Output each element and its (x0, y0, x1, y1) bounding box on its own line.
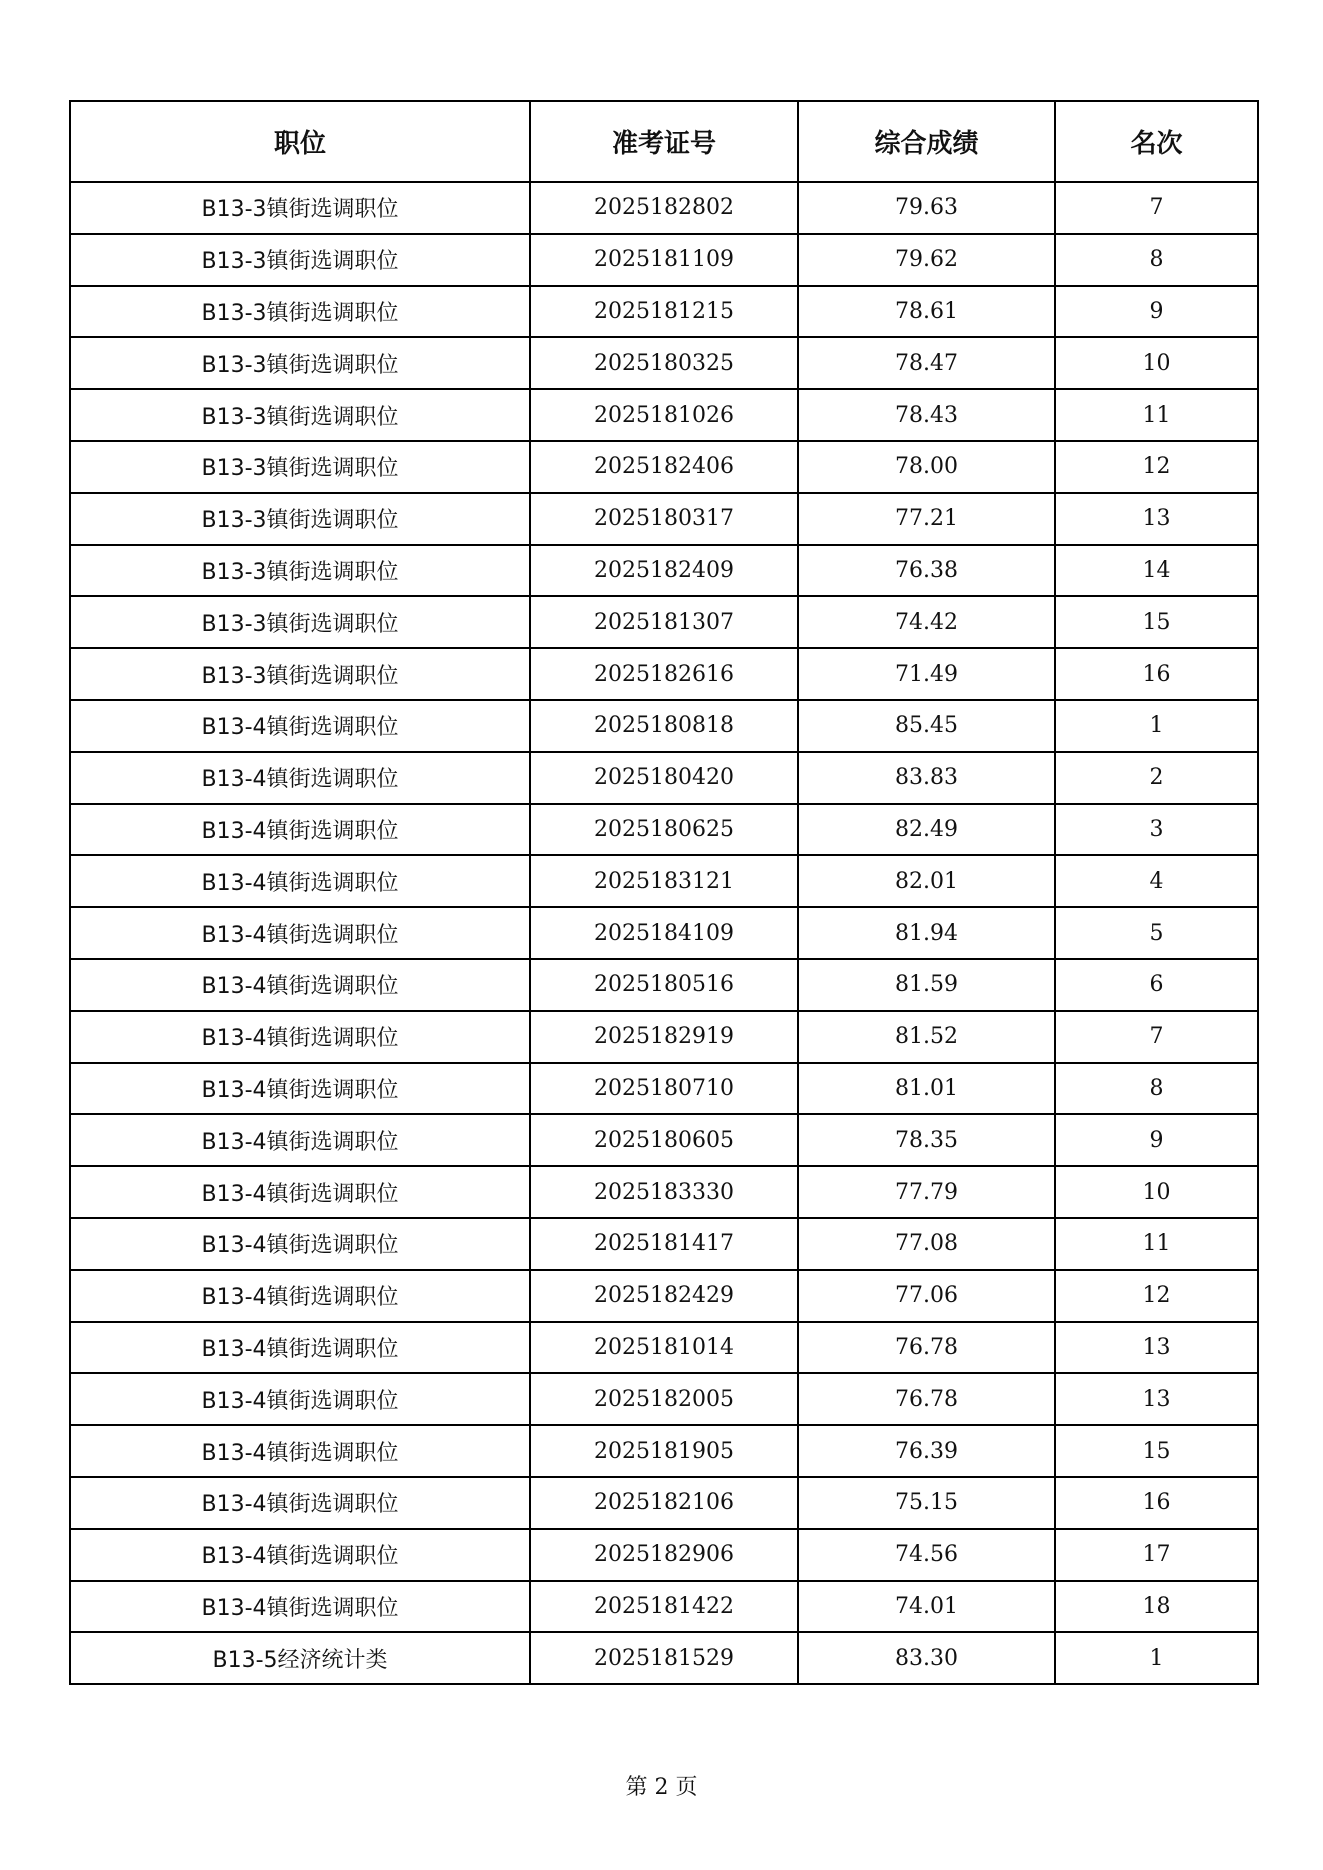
cell-total-score: 77.21 (798, 493, 1055, 545)
cell-rank: 10 (1055, 1166, 1258, 1218)
cell-exam-number: 2025180516 (530, 959, 798, 1011)
cell-position: B13-3镇街选调职位 (70, 493, 530, 545)
cell-rank: 13 (1055, 1322, 1258, 1374)
cell-total-score: 83.83 (798, 752, 1055, 804)
cell-rank: 13 (1055, 1373, 1258, 1425)
cell-exam-number: 2025182919 (530, 1011, 798, 1063)
table-row (70, 286, 1258, 338)
cell-position: B13-3镇街选调职位 (70, 182, 530, 234)
cell-position: B13-4镇街选调职位 (70, 1373, 530, 1425)
cell-rank: 16 (1055, 1477, 1258, 1529)
cell-total-score: 78.00 (798, 441, 1055, 493)
cell-rank: 1 (1055, 700, 1258, 752)
table-row (70, 493, 1258, 545)
cell-exam-number: 2025182005 (530, 1373, 798, 1425)
cell-rank: 18 (1055, 1581, 1258, 1633)
cell-position: B13-5经济统计类 (70, 1632, 530, 1684)
cell-total-score: 74.01 (798, 1581, 1055, 1633)
cell-rank: 16 (1055, 648, 1258, 700)
cell-position: B13-4镇街选调职位 (70, 907, 530, 959)
cell-rank: 17 (1055, 1529, 1258, 1581)
cell-total-score: 78.61 (798, 286, 1055, 338)
cell-total-score: 75.15 (798, 1477, 1055, 1529)
table-row (70, 1218, 1258, 1270)
table-row (70, 441, 1258, 493)
cell-rank: 8 (1055, 1063, 1258, 1115)
table-header-row (70, 101, 1258, 182)
score-table (69, 100, 1259, 1685)
header-exam-number: 准考证号 (530, 101, 798, 182)
cell-exam-number: 2025180710 (530, 1063, 798, 1115)
cell-exam-number: 2025181014 (530, 1322, 798, 1374)
cell-rank: 7 (1055, 182, 1258, 234)
table-row (70, 1477, 1258, 1529)
table-row (70, 1063, 1258, 1115)
table-row (70, 182, 1258, 234)
table-row (70, 1166, 1258, 1218)
cell-exam-number: 2025181905 (530, 1425, 798, 1477)
cell-exam-number: 2025184109 (530, 907, 798, 959)
table-row (70, 389, 1258, 441)
table-row (70, 1581, 1258, 1633)
table-row (70, 1529, 1258, 1581)
cell-rank: 9 (1055, 1114, 1258, 1166)
cell-exam-number: 2025182409 (530, 545, 798, 597)
cell-exam-number: 2025181109 (530, 234, 798, 286)
table-row (70, 648, 1258, 700)
table-row (70, 1373, 1258, 1425)
cell-total-score: 79.63 (798, 182, 1055, 234)
cell-position: B13-4镇街选调职位 (70, 1270, 530, 1322)
cell-exam-number: 2025182106 (530, 1477, 798, 1529)
cell-total-score: 81.94 (798, 907, 1055, 959)
table-row (70, 596, 1258, 648)
cell-rank: 7 (1055, 1011, 1258, 1063)
table-row (70, 855, 1258, 907)
table-row (70, 804, 1258, 856)
cell-exam-number: 2025181026 (530, 389, 798, 441)
cell-total-score: 79.62 (798, 234, 1055, 286)
cell-position: B13-3镇街选调职位 (70, 234, 530, 286)
cell-position: B13-3镇街选调职位 (70, 389, 530, 441)
cell-position: B13-4镇街选调职位 (70, 804, 530, 856)
cell-total-score: 78.35 (798, 1114, 1055, 1166)
cell-position: B13-4镇街选调职位 (70, 752, 530, 804)
cell-rank: 10 (1055, 337, 1258, 389)
cell-position: B13-3镇街选调职位 (70, 441, 530, 493)
cell-exam-number: 2025180605 (530, 1114, 798, 1166)
cell-position: B13-3镇街选调职位 (70, 545, 530, 597)
cell-position: B13-4镇街选调职位 (70, 1011, 530, 1063)
cell-exam-number: 2025182406 (530, 441, 798, 493)
table-row (70, 959, 1258, 1011)
cell-exam-number: 2025180420 (530, 752, 798, 804)
cell-position: B13-3镇街选调职位 (70, 596, 530, 648)
cell-total-score: 82.49 (798, 804, 1055, 856)
cell-total-score: 77.08 (798, 1218, 1055, 1270)
cell-position: B13-4镇街选调职位 (70, 700, 530, 752)
cell-rank: 12 (1055, 441, 1258, 493)
header-rank: 名次 (1055, 101, 1258, 182)
cell-exam-number: 2025183121 (530, 855, 798, 907)
cell-rank: 6 (1055, 959, 1258, 1011)
cell-total-score: 77.79 (798, 1166, 1055, 1218)
cell-total-score: 85.45 (798, 700, 1055, 752)
table-row (70, 337, 1258, 389)
table-row (70, 700, 1258, 752)
table-row (70, 545, 1258, 597)
cell-total-score: 76.78 (798, 1373, 1055, 1425)
cell-position: B13-3镇街选调职位 (70, 648, 530, 700)
cell-rank: 12 (1055, 1270, 1258, 1322)
table-row (70, 907, 1258, 959)
cell-exam-number: 2025181417 (530, 1218, 798, 1270)
table-row (70, 1425, 1258, 1477)
cell-total-score: 76.39 (798, 1425, 1055, 1477)
cell-rank: 8 (1055, 234, 1258, 286)
cell-position: B13-4镇街选调职位 (70, 1114, 530, 1166)
cell-total-score: 78.43 (798, 389, 1055, 441)
cell-rank: 11 (1055, 1218, 1258, 1270)
cell-exam-number: 2025181307 (530, 596, 798, 648)
cell-position: B13-4镇街选调职位 (70, 959, 530, 1011)
cell-exam-number: 2025180325 (530, 337, 798, 389)
header-position: 职位 (70, 101, 530, 182)
cell-rank: 13 (1055, 493, 1258, 545)
cell-total-score: 76.38 (798, 545, 1055, 597)
cell-total-score: 83.30 (798, 1632, 1055, 1684)
cell-exam-number: 2025182429 (530, 1270, 798, 1322)
cell-total-score: 82.01 (798, 855, 1055, 907)
cell-position: B13-4镇街选调职位 (70, 1063, 530, 1115)
header-total-score: 综合成绩 (798, 101, 1055, 182)
cell-exam-number: 2025182802 (530, 182, 798, 234)
cell-position: B13-3镇街选调职位 (70, 337, 530, 389)
table-row (70, 1011, 1258, 1063)
cell-position: B13-4镇街选调职位 (70, 1322, 530, 1374)
cell-rank: 11 (1055, 389, 1258, 441)
cell-rank: 2 (1055, 752, 1258, 804)
table-row (70, 1114, 1258, 1166)
table-body (70, 182, 1258, 1684)
cell-position: B13-4镇街选调职位 (70, 1218, 530, 1270)
cell-total-score: 77.06 (798, 1270, 1055, 1322)
cell-exam-number: 2025182616 (530, 648, 798, 700)
cell-total-score: 81.01 (798, 1063, 1055, 1115)
cell-total-score: 74.42 (798, 596, 1055, 648)
cell-position: B13-4镇街选调职位 (70, 1529, 530, 1581)
table-row (70, 752, 1258, 804)
cell-total-score: 74.56 (798, 1529, 1055, 1581)
page-number: 第 2 页 (625, 1775, 698, 1800)
cell-exam-number: 2025180625 (530, 804, 798, 856)
table-row (70, 1632, 1258, 1684)
table-row (70, 1270, 1258, 1322)
table-row (70, 234, 1258, 286)
cell-position: B13-4镇街选调职位 (70, 1425, 530, 1477)
cell-total-score: 81.52 (798, 1011, 1055, 1063)
cell-rank: 1 (1055, 1632, 1258, 1684)
cell-position: B13-4镇街选调职位 (70, 1166, 530, 1218)
table-row (70, 1322, 1258, 1374)
cell-rank: 5 (1055, 907, 1258, 959)
cell-exam-number: 2025180818 (530, 700, 798, 752)
cell-rank: 9 (1055, 286, 1258, 338)
cell-rank: 4 (1055, 855, 1258, 907)
cell-exam-number: 2025182906 (530, 1529, 798, 1581)
cell-total-score: 76.78 (798, 1322, 1055, 1374)
cell-position: B13-3镇街选调职位 (70, 286, 530, 338)
cell-exam-number: 2025180317 (530, 493, 798, 545)
cell-position: B13-4镇街选调职位 (70, 855, 530, 907)
cell-exam-number: 2025181215 (530, 286, 798, 338)
cell-total-score: 71.49 (798, 648, 1055, 700)
cell-rank: 14 (1055, 545, 1258, 597)
cell-rank: 15 (1055, 596, 1258, 648)
cell-total-score: 78.47 (798, 337, 1055, 389)
cell-total-score: 81.59 (798, 959, 1055, 1011)
cell-rank: 3 (1055, 804, 1258, 856)
cell-exam-number: 2025181529 (530, 1632, 798, 1684)
cell-exam-number: 2025183330 (530, 1166, 798, 1218)
cell-position: B13-4镇街选调职位 (70, 1581, 530, 1633)
cell-position: B13-4镇街选调职位 (70, 1477, 530, 1529)
cell-exam-number: 2025181422 (530, 1581, 798, 1633)
cell-rank: 15 (1055, 1425, 1258, 1477)
